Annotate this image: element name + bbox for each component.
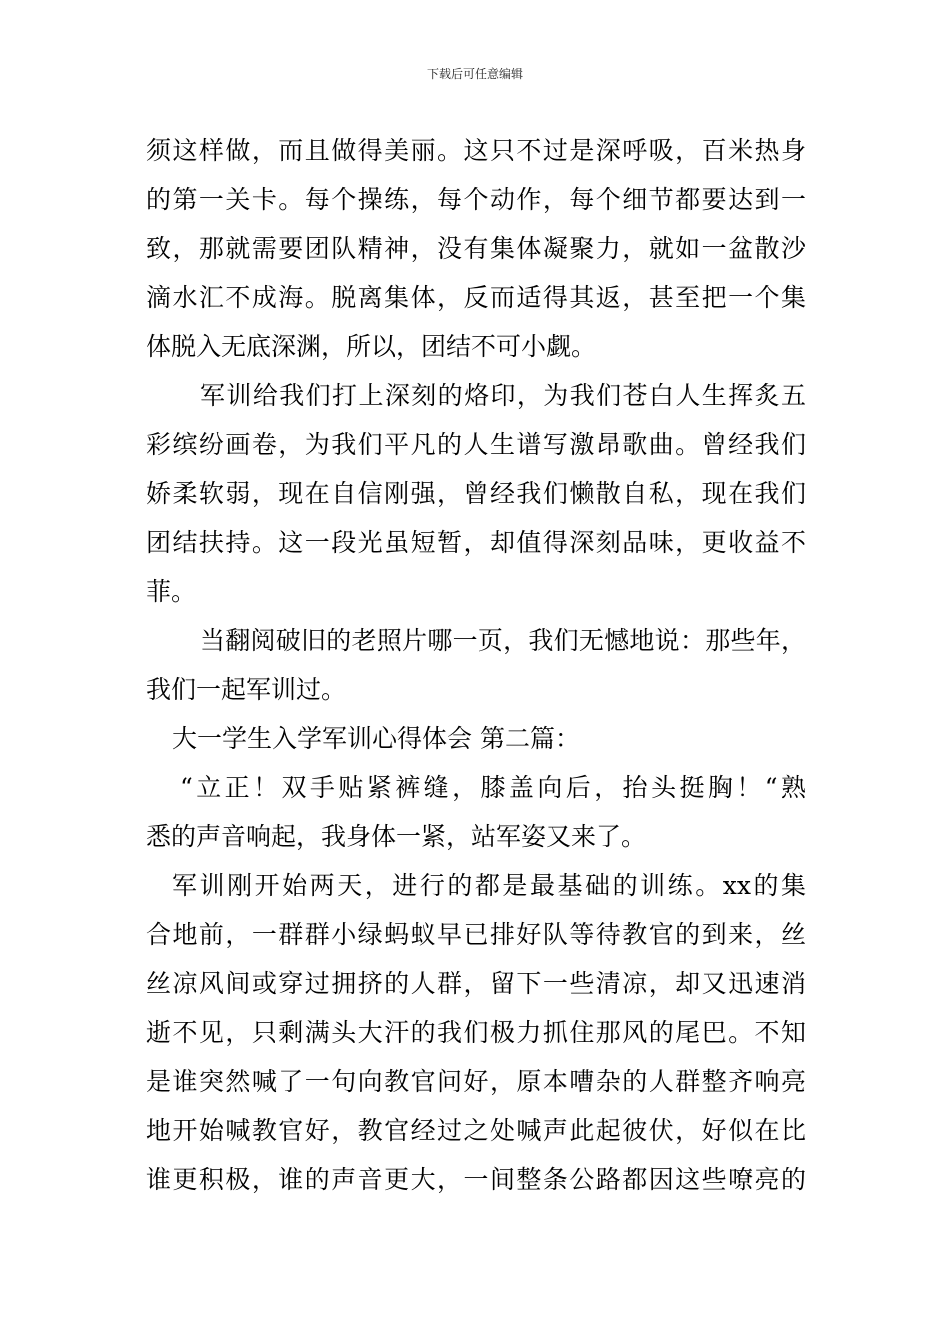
text-line-6: 军训给我们打上深刻的烙印，为我们苍白人生挥炙五 bbox=[200, 381, 806, 410]
section-title: 大一学生入学军训心得体会 第二篇： bbox=[172, 724, 580, 753]
text-line-19: 逝不见，只剩满头大汗的我们极力抓住那风的尾巴。不知 bbox=[146, 1018, 806, 1047]
text-line-10: 菲。 bbox=[146, 577, 197, 606]
text-line-7: 彩缤纷画卷，为我们平凡的人生谱写激昂歌曲。曾经我们 bbox=[146, 430, 806, 459]
text-line-2: 的第一关卡。每个操练，每个动作，每个细节都要达到一 bbox=[146, 185, 806, 214]
text-line-4: 滴水汇不成海。脱离集体，反而适得其返，甚至把一个集 bbox=[146, 283, 806, 312]
text-line-20: 是谁突然喊了一句向教官问好，原本嘈杂的人群整齐响亮 bbox=[146, 1067, 806, 1096]
text-line-11: 当翻阅破旧的老照片哪一页，我们无憾地说：那些年， bbox=[200, 626, 806, 655]
text-line-3: 致，那就需要团队精神，没有集体凝聚力，就如一盆散沙 bbox=[146, 234, 806, 263]
document-body bbox=[146, 126, 806, 1204]
text-line-15: 悉的声音响起，我身体一紧，站军姿又来了。 bbox=[146, 822, 647, 851]
text-line-9: 团结扶持。这一段光虽短暂，却值得深刻品味，更收益不 bbox=[146, 528, 806, 557]
text-line-16: 军训刚开始两天，进行的都是最基础的训练。xx的集 bbox=[172, 871, 806, 900]
text-line-5: 体脱入无底深渊，所以，团结不可小觑。 bbox=[146, 332, 597, 361]
text-line-8: 娇柔软弱，现在自信刚强，曾经我们懒散自私，现在我们 bbox=[146, 479, 806, 508]
text-line-22: 谁更积极，谁的声音更大，一间整条公路都因这些嘹亮的 bbox=[146, 1165, 806, 1194]
text-line-21: 地开始喊教官好，教官经过之处喊声此起彼伏，好似在比 bbox=[146, 1116, 806, 1145]
text-line-14: “立正！双手贴紧裤缝，膝盖向后，抬头挺胸！“熟 bbox=[180, 773, 806, 802]
text-line-1: 须这样做，而且做得美丽。这只不过是深呼吸，百米热身 bbox=[146, 136, 806, 165]
text-line-18: 丝凉风间或穿过拥挤的人群，留下一些清凉，却又迅速消 bbox=[146, 969, 806, 998]
text-line-17: 合地前，一群群小绿蚂蚁早已排好队等待教官的到来，丝 bbox=[146, 920, 806, 949]
page-header: 下载后可任意编辑 bbox=[426, 67, 523, 81]
text-line-12: 我们一起军训过。 bbox=[146, 675, 347, 704]
